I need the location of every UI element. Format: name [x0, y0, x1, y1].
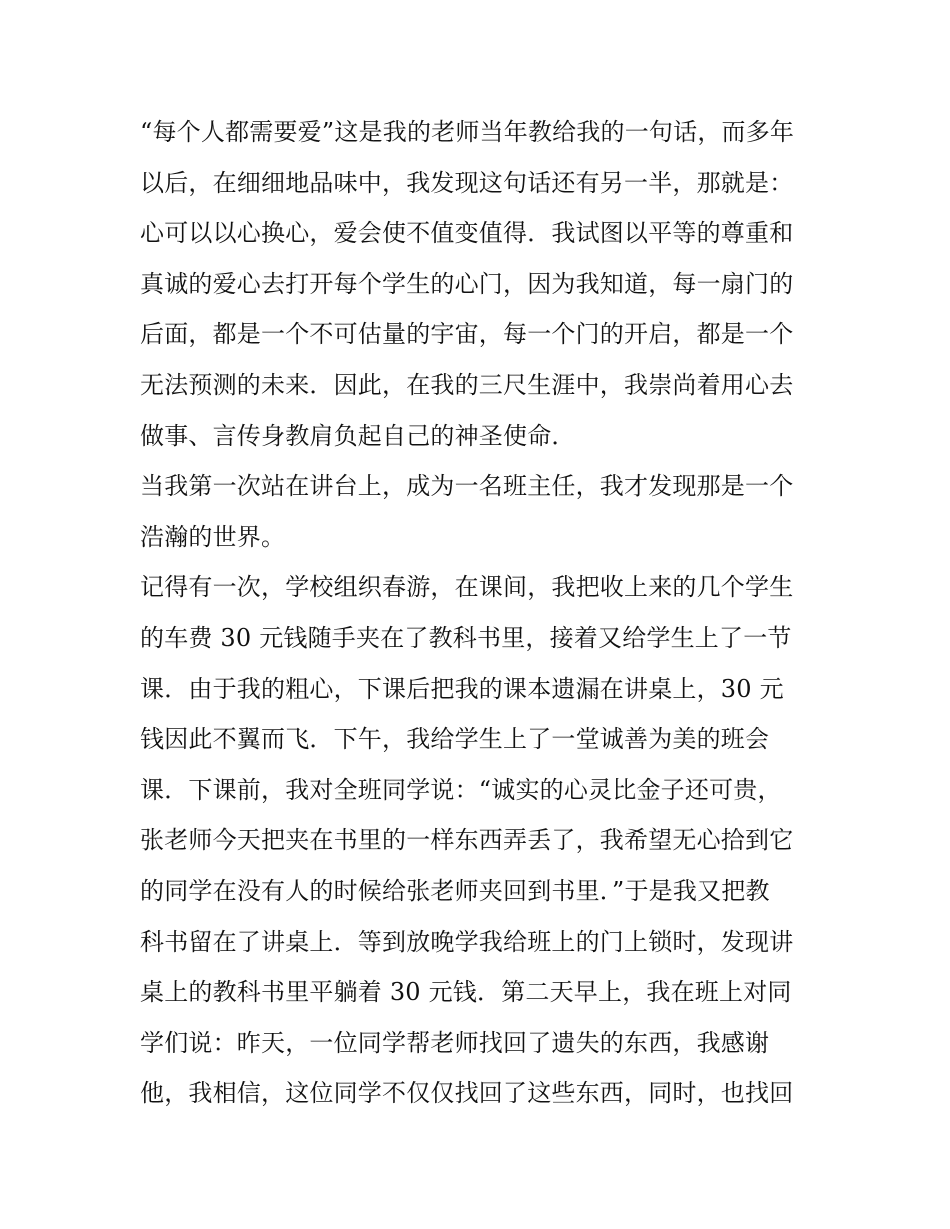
- text-line-14: 课．下课前，我对全班同学说：“诚实的心灵比金子还可贵，: [140, 775, 782, 804]
- text-line-12: 课．由于我的粗心，下课后把我的课本遗漏在讲桌上，30 元: [140, 674, 784, 703]
- text-line-4: 真诚的爱心去打开每个学生的心门，因为我知道，每一扇门的: [140, 269, 794, 298]
- text-line-15: 张老师今天把夹在书里的一样东西弄丢了，我希望无心拾到它: [140, 826, 794, 855]
- text-line-1: “每个人都需要爱”这是我的老师当年教给我的一句话，而多年: [140, 118, 795, 146]
- text-line-8: 当我第一次站在讲台上，成为一名班主任，我才发现那是一个: [140, 472, 794, 501]
- text-line-16: 的同学在没有人的时候给张老师夹回到书里．”于是我又把教: [140, 876, 770, 905]
- text-line-19: 学们说：昨天，一位同学帮老师找回了遗失的东西，我感谢: [140, 1028, 770, 1057]
- text-line-7: 做事、言传身教肩负起自己的神圣使命．: [140, 421, 576, 450]
- text-line-9: 浩瀚的世界。: [140, 522, 286, 551]
- text-line-3: 心可以以心换心，爱会使不值变值得．我试图以平等的尊重和: [140, 219, 794, 248]
- text-line-13: 钱因此不翼而飞．下午，我给学生上了一堂诚善为美的班会: [140, 725, 770, 754]
- text-line-17: 科书留在了讲桌上．等到放晚学我给班上的门上锁时，发现讲: [140, 927, 794, 956]
- text-line-6: 无法预测的未来．因此，在我的三尺生涯中，我崇尚着用心去: [140, 370, 794, 399]
- text-line-20: 他，我相信，这位同学不仅仅找回了这些东西，同时，也找回: [140, 1079, 794, 1108]
- body-text: [140, 107, 820, 1119]
- text-line-18: 桌上的教科书里平躺着 30 元钱．第二天早上，我在班上对同: [140, 978, 792, 1007]
- text-line-2: 以后，在细细地品味中，我发现这句话还有另一半，那就是：: [140, 168, 794, 197]
- text-line-10: 记得有一次，学校组织春游，在课间，我把收上来的几个学生: [140, 573, 794, 602]
- text-line-5: 后面，都是一个不可估量的宇宙，每一个门的开启，都是一个: [140, 320, 794, 349]
- text-line-11: 的车费 30 元钱随手夹在了教科书里，接着又给学生上了一节: [140, 623, 792, 652]
